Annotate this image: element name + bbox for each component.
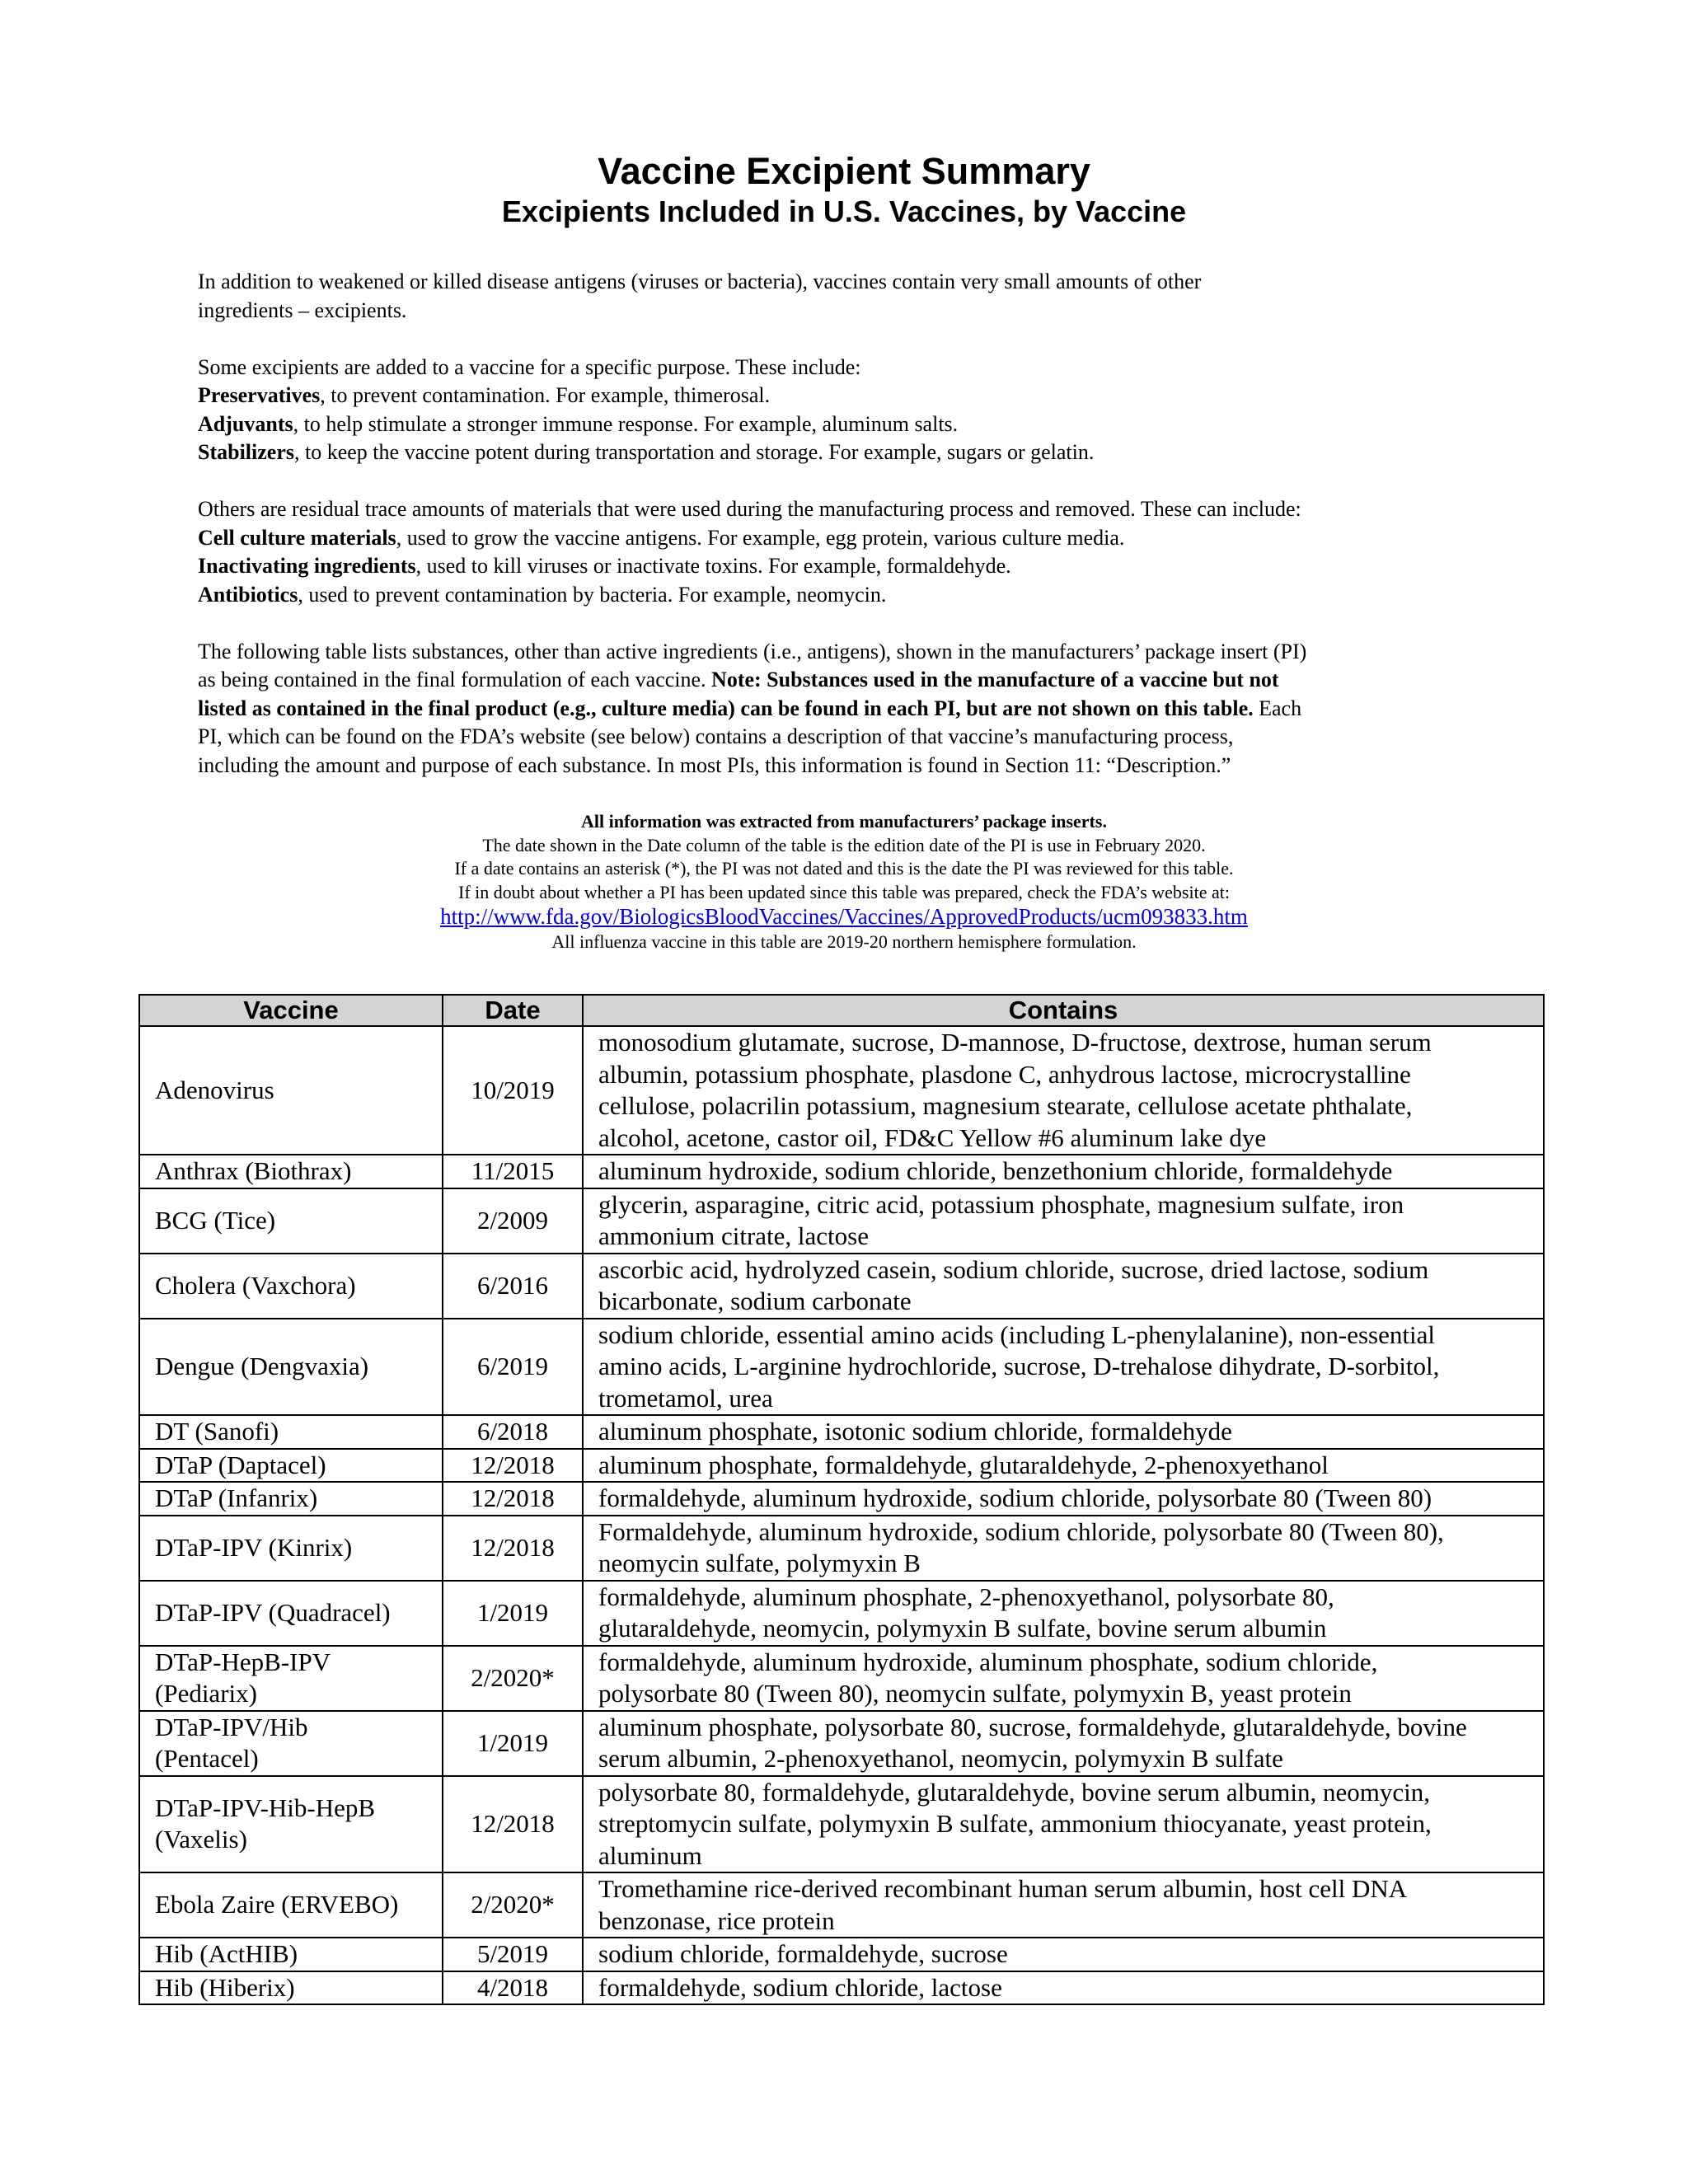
contains-cell: Tromethamine rice-derived recombinant human serum albumin, host cell DNA benzonase, rice protein xyxy=(583,1872,1544,1938)
vaccine-cell: Dengue (Dengvaxia) xyxy=(139,1319,443,1416)
vaccine-cell: Hib (ActHIB) xyxy=(139,1938,443,1971)
table-row xyxy=(139,1449,1544,1483)
intro-paragraph-2: Some excipients are added to a vaccine for a specific purpose. These include: Preservatives, to prevent contamination. For example, thimerosal. Adjuvants, to help stimulate a stronger immune response. For example, aluminum salts. Stabilizers, to keep the vaccine potent during transportation and storage. For example, sugars or gelatin. xyxy=(198,354,1095,464)
contains-cell: sodium chloride, essential amino acids (including L-phenylalanine), non-essential amino acids, L-arginine hydrochloride, sucrose, D-trehalose dihydrate, D-sorbitol, trometamol, urea xyxy=(583,1319,1544,1416)
table-row xyxy=(139,1188,1544,1254)
date-cell: 1/2019 xyxy=(443,1581,583,1646)
vaccine-cell: DTaP-IPV (Quadracel) xyxy=(139,1581,443,1646)
vaccine-cell: Hib (Hiberix) xyxy=(139,1971,443,2005)
contains-cell: Formaldehyde, aluminum hydroxide, sodium chloride, polysorbate 80 (Tween 80), neomycin sulfate, polymyxin B xyxy=(583,1516,1544,1581)
intro-paragraph-4: The following table lists substances, other than active ingredients (i.e., antigens), shown in the manufacturers’ package insert (PI) as being contained in the final formulation of each vaccine. Note: Substances used in the manufacture of a vaccine but not listed as contained in the final product (e.g., culture media) can be found in each PI, but are not shown on this table. Each PI, which can be found on the FDA’s website (see below) contains a description of that vaccine’s manufacturing process, including the amount and purpose of each substance. In most PIs, this information is found in Section 11: “Description.” xyxy=(198,639,1307,777)
table-row xyxy=(139,1155,1544,1188)
table-row xyxy=(139,1938,1544,1971)
contains-cell: formaldehyde, sodium chloride, lactose xyxy=(583,1971,1544,2005)
info-line-date: The date shown in the Date column of the table is the edition date of the PI is use in February 2020. xyxy=(482,834,1206,855)
term-cell-culture: Cell culture materials xyxy=(198,525,396,550)
date-cell: 5/2019 xyxy=(443,1938,583,1971)
date-cell: 12/2018 xyxy=(443,1776,583,1873)
term-adjuvants: Adjuvants xyxy=(198,411,293,436)
date-cell: 2/2020* xyxy=(443,1646,583,1711)
contains-cell: aluminum hydroxide, sodium chloride, benzethonium chloride, formaldehyde xyxy=(583,1155,1544,1188)
header-vaccine: Vaccine xyxy=(139,995,443,1026)
vaccine-cell: DTaP-IPV-Hib-HepB (Vaxelis) xyxy=(139,1776,443,1873)
date-cell: 1/2019 xyxy=(443,1711,583,1776)
table-header-row xyxy=(139,995,1544,1026)
date-cell: 11/2015 xyxy=(443,1155,583,1188)
contains-cell: sodium chloride, formaldehyde, sucrose xyxy=(583,1938,1544,1971)
table-row xyxy=(139,1581,1544,1646)
table-row xyxy=(139,1415,1544,1449)
info-line-influenza: All influenza vaccine in this table are 2019-20 northern hemisphere formulation. xyxy=(551,930,1137,952)
intro-paragraph-1: In addition to weakened or killed disease antigens (viruses or bacteria), vaccines contain very small amounts of other ingredients – excipients. xyxy=(198,269,1202,322)
vaccine-cell: Anthrax (Biothrax) xyxy=(139,1155,443,1188)
vaccine-cell: DTaP-IPV (Kinrix) xyxy=(139,1516,443,1581)
intro-paragraph-3: Others are residual trace amounts of materials that were used during the manufacturing process and removed. These can include: Cell culture materials, used to grow the vaccine antigens. For example, egg protein, various culture media. Inactivating ingredients, used to kill viruses or inactivate toxins. For example, formaldehyde. Antibiotics, used to prevent contamination by bacteria. For example, neomycin. xyxy=(198,497,1301,607)
contains-cell: formaldehyde, aluminum phosphate, 2-phenoxyethanol, polysorbate 80, glutaraldehyde, neomycin, polymyxin B sulfate, bovine serum albumin xyxy=(583,1581,1544,1646)
date-cell: 6/2019 xyxy=(443,1319,583,1416)
page-title: Vaccine Excipient Summary xyxy=(598,150,1090,192)
header-date: Date xyxy=(443,995,583,1026)
info-block xyxy=(0,810,1688,954)
term-preservatives: Preservatives xyxy=(198,383,321,407)
contains-cell: aluminum phosphate, polysorbate 80, sucrose, formaldehyde, glutaraldehyde, bovine serum albumin, 2-phenoxyethanol, neomycin, polymyxin B sulfate xyxy=(583,1711,1544,1776)
date-cell: 2/2009 xyxy=(443,1188,583,1254)
contains-cell: ascorbic acid, hydrolyzed casein, sodium chloride, sucrose, dried lactose, sodium bicarbonate, sodium carbonate xyxy=(583,1254,1544,1319)
date-cell: 6/2018 xyxy=(443,1415,583,1449)
term-inactivating: Inactivating ingredients xyxy=(198,554,416,578)
contains-cell: glycerin, asparagine, citric acid, potassium phosphate, magnesium sulfate, iron ammonium citrate, lactose xyxy=(583,1188,1544,1254)
vaccine-cell: DTaP (Daptacel) xyxy=(139,1449,443,1483)
table-row xyxy=(139,1971,1544,2005)
table-body xyxy=(139,1026,1544,2004)
date-cell: 10/2019 xyxy=(443,1026,583,1155)
table-row xyxy=(139,1026,1544,1155)
vaccine-cell: DTaP-HepB-IPV (Pediarix) xyxy=(139,1646,443,1711)
vaccine-cell: DTaP (Infanrix) xyxy=(139,1482,443,1516)
info-line-asterisk: If a date contains an asterisk (*), the PI was not dated and this is the date the PI was reviewed for this table. xyxy=(454,858,1234,879)
table-row xyxy=(139,1711,1544,1776)
header-contains: Contains xyxy=(583,995,1544,1026)
date-cell: 12/2018 xyxy=(443,1449,583,1483)
vaccine-cell: Cholera (Vaxchora) xyxy=(139,1254,443,1319)
table-row xyxy=(139,1872,1544,1938)
date-cell: 6/2016 xyxy=(443,1254,583,1319)
table-row xyxy=(139,1646,1544,1711)
table-row xyxy=(139,1482,1544,1516)
date-cell: 4/2018 xyxy=(443,1971,583,2005)
term-stabilizers: Stabilizers xyxy=(198,440,294,464)
vaccine-cell: BCG (Tice) xyxy=(139,1188,443,1254)
fda-link[interactable]: http://www.fda.gov/BiologicsBloodVaccines/Vaccines/ApprovedProducts/ucm093833.htm xyxy=(440,904,1248,929)
table-row xyxy=(139,1254,1544,1319)
intro-text xyxy=(198,268,1500,808)
contains-cell: aluminum phosphate, formaldehyde, glutaraldehyde, 2-phenoxyethanol xyxy=(583,1449,1544,1483)
term-antibiotics: Antibiotics xyxy=(198,582,298,607)
table-row xyxy=(139,1516,1544,1581)
info-bold-line: All information was extracted from manufacturers’ package inserts. xyxy=(581,811,1107,832)
contains-cell: formaldehyde, aluminum hydroxide, sodium chloride, polysorbate 80 (Tween 80) xyxy=(583,1482,1544,1516)
page-subtitle: Excipients Included in U.S. Vaccines, by Vaccine xyxy=(501,194,1187,228)
vaccine-cell: Ebola Zaire (ERVEBO) xyxy=(139,1872,443,1938)
vaccine-cell: Adenovirus xyxy=(139,1026,443,1155)
vaccine-cell: DTaP-IPV/Hib (Pentacel) xyxy=(139,1711,443,1776)
contains-cell: aluminum phosphate, isotonic sodium chloride, formaldehyde xyxy=(583,1415,1544,1449)
contains-cell: formaldehyde, aluminum hydroxide, aluminum phosphate, sodium chloride, polysorbate 80 (Tween 80), neomycin sulfate, polymyxin B, yeast protein xyxy=(583,1646,1544,1711)
table-row xyxy=(139,1319,1544,1416)
vaccine-cell: DT (Sanofi) xyxy=(139,1415,443,1449)
contains-cell: monosodium glutamate, sucrose, D-mannose, D-fructose, dextrose, human serum albumin, potassium phosphate, plasdone C, anhydrous lactose, microcrystalline cellulose, polacrilin potassium, magnesium stearate, cellulose acetate phthalate, alcohol, acetone, castor oil, FD&C Yellow #6 aluminum lake dye xyxy=(583,1026,1544,1155)
date-cell: 12/2018 xyxy=(443,1482,583,1516)
contains-cell: polysorbate 80, formaldehyde, glutaraldehyde, bovine serum albumin, neomycin, streptomycin sulfate, polymyxin B sulfate, ammonium thiocyanate, yeast protein, aluminum xyxy=(583,1776,1544,1873)
date-cell: 2/2020* xyxy=(443,1872,583,1938)
info-line-fda: If in doubt about whether a PI has been updated since this table was prepared, check the FDA’s website at: xyxy=(458,881,1230,902)
date-cell: 12/2018 xyxy=(443,1516,583,1581)
table-row xyxy=(139,1776,1544,1873)
excipient-table xyxy=(138,994,1545,2005)
